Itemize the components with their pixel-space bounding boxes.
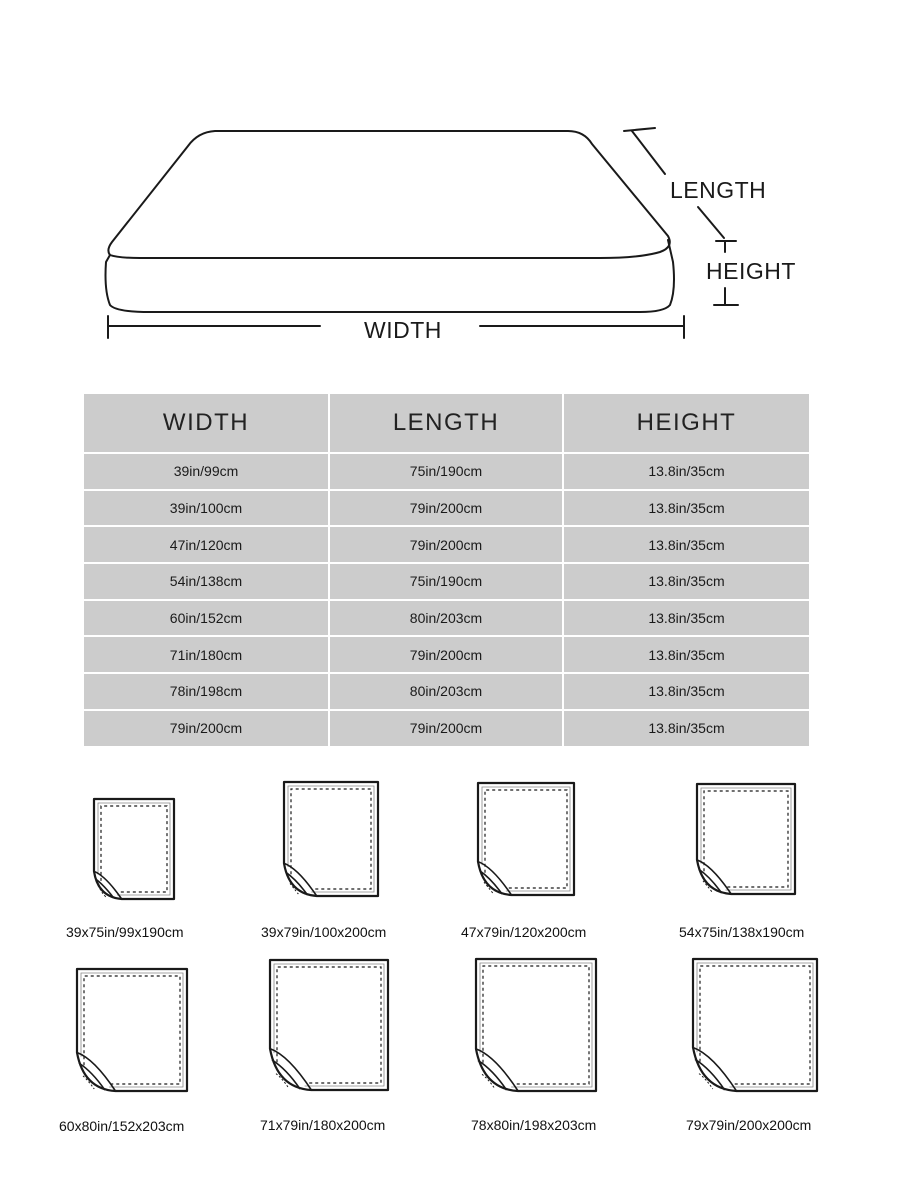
size-caption: 60x80in/152x203cm <box>59 1118 185 1134</box>
cell-length: 80in/203cm <box>330 674 564 711</box>
cell-width: 54in/138cm <box>84 564 330 601</box>
header-length: LENGTH <box>330 394 564 454</box>
cell-height: 13.8in/35cm <box>564 637 809 674</box>
cell-length: 75in/190cm <box>330 564 564 601</box>
fitted-sheet-icon <box>472 955 600 1095</box>
cell-height: 13.8in/35cm <box>564 491 809 528</box>
cell-height: 13.8in/35cm <box>564 711 809 748</box>
size-caption: 78x80in/198x203cm <box>471 1117 597 1133</box>
table-row <box>84 674 809 711</box>
mattress-diagram <box>0 0 900 370</box>
size-caption: 39x79in/100x200cm <box>261 924 387 940</box>
cell-length: 79in/200cm <box>330 527 564 564</box>
table-row <box>84 527 809 564</box>
cell-width: 71in/180cm <box>84 637 330 674</box>
size-table <box>84 394 809 748</box>
cell-height: 13.8in/35cm <box>564 601 809 638</box>
width-label: WIDTH <box>364 317 442 343</box>
fitted-sheet-icon <box>689 955 821 1095</box>
fitted-sheet-icon <box>693 780 799 898</box>
fitted-sheet-icon <box>474 779 578 899</box>
table-header-row <box>84 394 809 454</box>
cell-height: 13.8in/35cm <box>564 674 809 711</box>
fitted-sheet-icon <box>90 795 178 903</box>
cell-length: 79in/200cm <box>330 711 564 748</box>
size-caption: 54x75in/138x190cm <box>679 924 805 940</box>
cell-width: 60in/152cm <box>84 601 330 638</box>
table-row <box>84 637 809 674</box>
cell-width: 79in/200cm <box>84 711 330 748</box>
table-row <box>84 601 809 638</box>
table-row <box>84 491 809 528</box>
cell-length: 75in/190cm <box>330 454 564 491</box>
cell-width: 78in/198cm <box>84 674 330 711</box>
header-width: WIDTH <box>84 394 330 454</box>
fitted-sheet-icon <box>280 778 382 900</box>
fitted-sheet-icon <box>266 956 392 1094</box>
cell-width: 39in/99cm <box>84 454 330 491</box>
size-caption: 79x79in/200x200cm <box>686 1117 812 1133</box>
cell-height: 13.8in/35cm <box>564 564 809 601</box>
cell-height: 13.8in/35cm <box>564 527 809 564</box>
cell-length: 79in/200cm <box>330 491 564 528</box>
size-caption: 39x75in/99x190cm <box>66 924 184 940</box>
fitted-sheet-icon <box>73 965 191 1095</box>
cell-width: 39in/100cm <box>84 491 330 528</box>
cell-length: 79in/200cm <box>330 637 564 674</box>
cell-height: 13.8in/35cm <box>564 454 809 491</box>
table-row <box>84 711 809 748</box>
size-caption: 47x79in/120x200cm <box>461 924 587 940</box>
table-row <box>84 564 809 601</box>
size-caption: 71x79in/180x200cm <box>260 1117 386 1133</box>
table-row <box>84 454 809 491</box>
height-label: HEIGHT <box>706 258 796 284</box>
cell-length: 80in/203cm <box>330 601 564 638</box>
cell-width: 47in/120cm <box>84 527 330 564</box>
header-height: HEIGHT <box>564 394 809 454</box>
length-label: LENGTH <box>670 177 767 203</box>
